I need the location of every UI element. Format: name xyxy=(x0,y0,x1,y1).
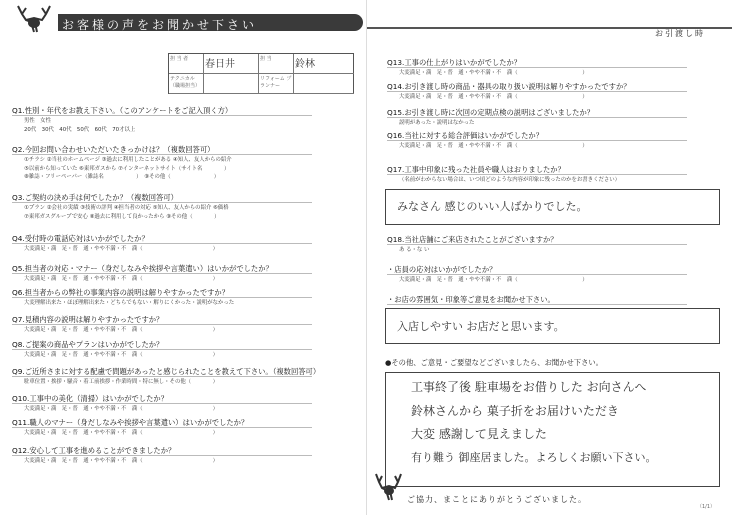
other-answer-line-4: 有り難う 御座居ました。よろしくお願い下さい。 xyxy=(411,451,657,464)
question-4-rule xyxy=(12,273,312,274)
question-9-rule xyxy=(12,403,312,404)
staff-label-4: リフォーム プランナー xyxy=(259,74,294,94)
question-6-rule xyxy=(387,274,687,275)
survey-right-page xyxy=(366,0,732,515)
other-answer-line-1: 工事終了後 駐車場をお借りした お向さんへ xyxy=(411,380,647,394)
question-4: Q17.工事中印象に残った社員や職人はおりましたか？ xyxy=(387,165,565,174)
question-2-option-1[interactable]: ⑦東邦ガスグループで安心 ⑧過去に利用して良かったから ⑨その他（ ） xyxy=(24,213,220,220)
staff-name-2: 鈴林 xyxy=(294,54,354,74)
question-0-rule xyxy=(12,115,312,116)
question-2-rule xyxy=(12,202,312,203)
question-11-rule xyxy=(12,455,312,456)
question-1: Q14.お引き渡し時の商品・器具の取り扱い説明は解りやすかったですか？ xyxy=(387,82,631,91)
question-0: Q1.性別・年代をお教え下さい。（このアンケートをご記入頂く方） xyxy=(12,106,233,115)
question-0: Q13.工事の仕上がりはいかがでしたか？ xyxy=(387,58,522,67)
question-7: Q8.ご提案の商品やプランはいかがでしたか？ xyxy=(12,340,164,349)
deer-footer-icon xyxy=(373,470,405,502)
question-1-rule xyxy=(12,154,312,155)
question-6: ・店員の応対はいかがでしたか？ xyxy=(387,265,497,274)
question-1-option-1[interactable]: ⑤以前から知っていた ⑥東邦ガスから ⑦インターネットサイト（サイト名 ） xyxy=(24,165,230,172)
question-11: Q12.安心して工事を進めることができましたか？ xyxy=(12,446,176,455)
question-2-option-0[interactable]: ①プラン ②会社の実績 ③技術の評判 ④担当者の対応 ⑤知人、友人からの紹介 ⑥価格 xyxy=(24,205,229,211)
question-4-option-0[interactable]: 大変満足・満 足・普 通・やや不満・不 満（ ） xyxy=(24,276,219,282)
question-5-option-0[interactable]: 大変理解出来た・ほぼ理解出来た・どちらでもない・解りにくかった・説明がなかった xyxy=(24,300,235,306)
question-4-rule xyxy=(387,174,687,175)
question-5: Q6.担当者からの弊社の事業内容の説明は解りやすかったですか？ xyxy=(12,288,230,297)
q17-answer: みなさん 感じのいい人ばかりでした。 xyxy=(397,200,588,213)
survey-title: お客様の声をお聞かせ下さい xyxy=(62,18,258,32)
question-6: Q7.見積内容の説明は解りやすかったですか？ xyxy=(12,315,164,324)
question-9-option-0[interactable]: 大変満足・満 足・普 通・やや不満・不 満（ ） xyxy=(24,406,219,412)
question-6-option-0[interactable]: 大変満足・満 足・普 通・やや不満・不 満（ ） xyxy=(24,327,219,333)
question-6-rule xyxy=(12,324,312,325)
question-9: Q10.工事中の美化（清掃）はいかがでしたか？ xyxy=(12,394,168,403)
question-3-rule xyxy=(12,243,312,244)
other-answer-line-2: 鈴林さんから 菓子折をお届けいただき xyxy=(411,404,619,418)
question-7: ・お店の雰囲気・印象等ご意見をお聞かせ下さい。 xyxy=(387,295,555,304)
other-label: ●その他、ご意見・ご要望などございましたら、お聞かせ下さい。 xyxy=(385,358,603,367)
question-3-option-0[interactable]: 大変満足・満 足・普 通・やや不満・不 満（ ） xyxy=(24,246,219,252)
question-7-option-0[interactable]: 大変満足・満 足・普 通・やや不満・不 満（ ） xyxy=(24,352,219,358)
footer-thanks: ご協力、まことにありがとうございました。 xyxy=(407,495,587,504)
question-2: Q3.ご契約の決め手は何でしたか？（複数回答可） xyxy=(12,193,178,202)
question-3: Q16.当社に対する総合評価はいかがでしたか？ xyxy=(387,131,543,140)
question-3: Q4.受付時の電話応対はいかがでしたか？ xyxy=(12,234,149,243)
question-4-option-0[interactable]: （名前がわからない場合は、いつ頃どのような内容が印象に残ったのかをお書きください） xyxy=(399,177,621,183)
question-8-rule xyxy=(12,376,312,377)
other-answer-line-3: 大変 感謝して見えました xyxy=(411,427,547,441)
question-5-rule xyxy=(387,244,687,245)
question-3-option-0[interactable]: 大変満足・満 足・普 通・やや不満・不 満（ ） xyxy=(399,143,588,149)
question-11-option-0[interactable]: 大変満足・満 足・普 通・やや不満・不 満（ ） xyxy=(24,458,219,464)
question-1: Q2.今回お問い合わせいただいたきっかけは？（複数回答可） xyxy=(12,145,215,154)
question-10: Q11.職人のマナー（身だしなみや挨拶や言葉遣い）はいかがでしたか？ xyxy=(12,418,249,427)
question-1-option-0[interactable]: 大変満足・満 足・普 通・やや不満・不 満（ ） xyxy=(399,94,588,100)
question-2: Q15.お引き渡し時に次回の定期点検の説明はございましたか？ xyxy=(387,108,595,117)
question-7-rule xyxy=(12,349,312,350)
question-7-rule xyxy=(387,304,687,305)
question-1-rule xyxy=(387,91,687,92)
staff-name-1: 春日井 xyxy=(204,54,259,74)
question-8: Q9.ご近所さまに対する配慮で問題があったと感じられたことを教えて下さい。（複数回答可） xyxy=(12,367,321,376)
question-5-option-0[interactable]: あ る・な い xyxy=(399,247,430,253)
question-4: Q5.担当者の対応・マナー（身だしなみや挨拶や言葉遣い）はいかがでしたか？ xyxy=(12,264,273,273)
question-10-rule xyxy=(12,427,312,428)
question-5: Q18.当社店舗にご来店されたことがございますか？ xyxy=(387,235,558,244)
question-6-option-0[interactable]: 大変満足・満 足・普 通・やや不満・不 満（ ） xyxy=(399,277,588,283)
question-2-rule xyxy=(387,117,687,118)
question-0-option-0[interactable]: 男性 女性 xyxy=(24,118,51,124)
question-0-rule xyxy=(387,67,687,68)
question-5-rule xyxy=(12,297,312,298)
question-2-option-0[interactable]: 説明があった・説明はなかった xyxy=(399,120,475,126)
staff-label-3: テクニカル（職場担当） xyxy=(169,74,204,94)
question-8-option-0[interactable]: 駐車位置・挨拶・騒音・着工前挨拶・作業時間・特に無し・その他（ ） xyxy=(24,379,219,385)
staff-table xyxy=(168,53,354,94)
question-10-option-0[interactable]: 大変満足・満 足・普 通・やや不満・不 満（ ） xyxy=(24,430,219,436)
question-1-option-2[interactable]: ⑧雑誌・フリーペーパー（雑誌名 ） ⑨その他（ ） xyxy=(24,174,220,180)
handover-header: お引渡し時 xyxy=(655,29,705,38)
question-0-option-1[interactable]: 20代 30代 40代 50代 60代 70才以上 xyxy=(24,126,136,133)
staff-blank-2 xyxy=(294,74,354,94)
staff-label-2: 担 当 xyxy=(259,54,294,74)
store-answer: 入店しやすい お店だと思います。 xyxy=(397,320,565,333)
question-3-rule xyxy=(387,140,687,141)
page-number: （1/1） xyxy=(697,504,716,510)
staff-blank-1 xyxy=(204,74,259,94)
question-1-option-0[interactable]: ①チラシ ②当社のホームページ ③過去に利用したことがある ④知人、友人からの紹介 xyxy=(24,157,232,163)
staff-label-1: 担 当 者 xyxy=(169,54,204,74)
question-0-option-0[interactable]: 大変満足・満 足・普 通・やや不満・不 満（ ） xyxy=(399,70,588,76)
deer-logo-icon xyxy=(14,2,54,34)
